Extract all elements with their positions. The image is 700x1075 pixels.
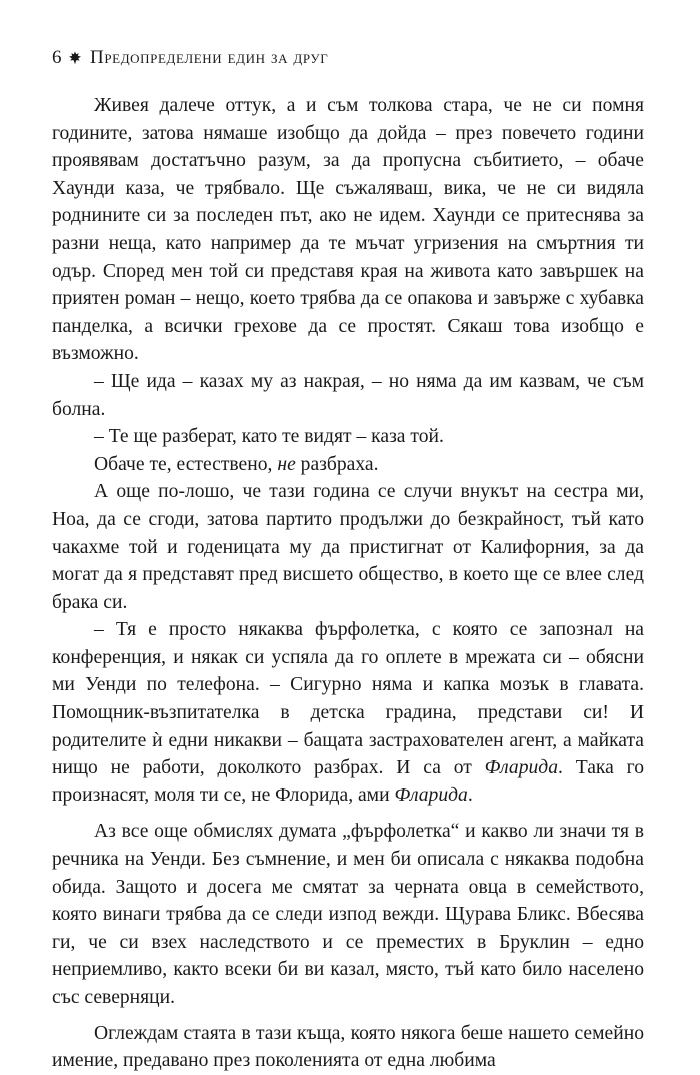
paragraph: – Ще ида – казах му аз накрая, – но няма да им казвам, че съм болна. [52, 370, 644, 420]
paragraph: А още по-лошо, че тази година се случи внукът на сестра ми, Ноа, да се сгоди, затова партито продължи до безкрайност, тъй като чакахме той и годеницата му да пристигнат от Калифорния, за да могат да я представят пред висшето общество, в което ще се влее след брака си. [52, 481, 644, 613]
italic-text: Фларида [484, 757, 558, 779]
text-run: разбраха. [295, 453, 379, 475]
paragraph [52, 451, 644, 479]
paragraph: Оглеждам стаята в тази къща, която някога беше нашето семейно имение, предавано през поколенията от една любима [52, 1022, 644, 1072]
paragraph: Аз все още обмислях думата „фърфолетка“ и какво ли значи тя в речника на Уенди. Без съмнение, и мен би описала с някаква подобна обида. Защото и досега ме смятат за черната овца в семейството, която винаги трябва да се следи изпод вежди. Щурава Бликс. Вбесява ги, че си взех наследството и се преместих в Бруклин – едно неприемливо, както всеки би ви казал, място, тъй като било населено със северняци. [52, 821, 644, 1008]
leaf-icon [68, 51, 82, 65]
text-run: . [467, 784, 473, 806]
running-head-title: Предопределени един за друг [90, 47, 329, 68]
body-text [52, 92, 644, 1075]
text-run: Обаче те, естествено, [94, 453, 278, 475]
running-head [52, 46, 328, 70]
paragraph: Живея далече оттук, а и съм толкова стара, че не си помня годините, затова нямаше изобщо да дойда – през повечето години проявявам достатъчно разум, за да пропусна събитието, – обаче Хаунди каза, че трябвало. Ще съжаляваш, вика, че не си видяла роднините си за последен път, ако не идем. Хаунди се притеснява за разни неща, като например да те мъчат угризения на смъртния ти одър. Според мен той си представя края на живота като завършек на приятен роман – нещо, което трябва да се опакова и завърже с хубавка панделка, а всички грехове да се простят. Сякаш това изобщо е възможно. [52, 95, 644, 365]
paragraph [52, 616, 644, 809]
paragraph: – Те ще разберат, като те видят – каза той. [94, 426, 444, 448]
italic-text: Фларида [394, 784, 468, 806]
text-run: . Така го произнасят, моля ти се, не Флорида, ами [52, 757, 644, 806]
italic-text: не [277, 453, 296, 475]
page-number: 6 [52, 47, 62, 68]
text-run: – Тя е просто някаква фърфолетка, с която се запознал на конференция, и някак си успяла да го оплете в мрежата си – обясни ми Уенди по телефона. – Сигурно няма и капка мозък в главата. Помощник-възпитателка в детска градина, представи си! И родителите ѝ едни никакви – бащата застрахователен агент, а майката нищо не работи, доколкото разбрах. И са от [52, 619, 644, 779]
